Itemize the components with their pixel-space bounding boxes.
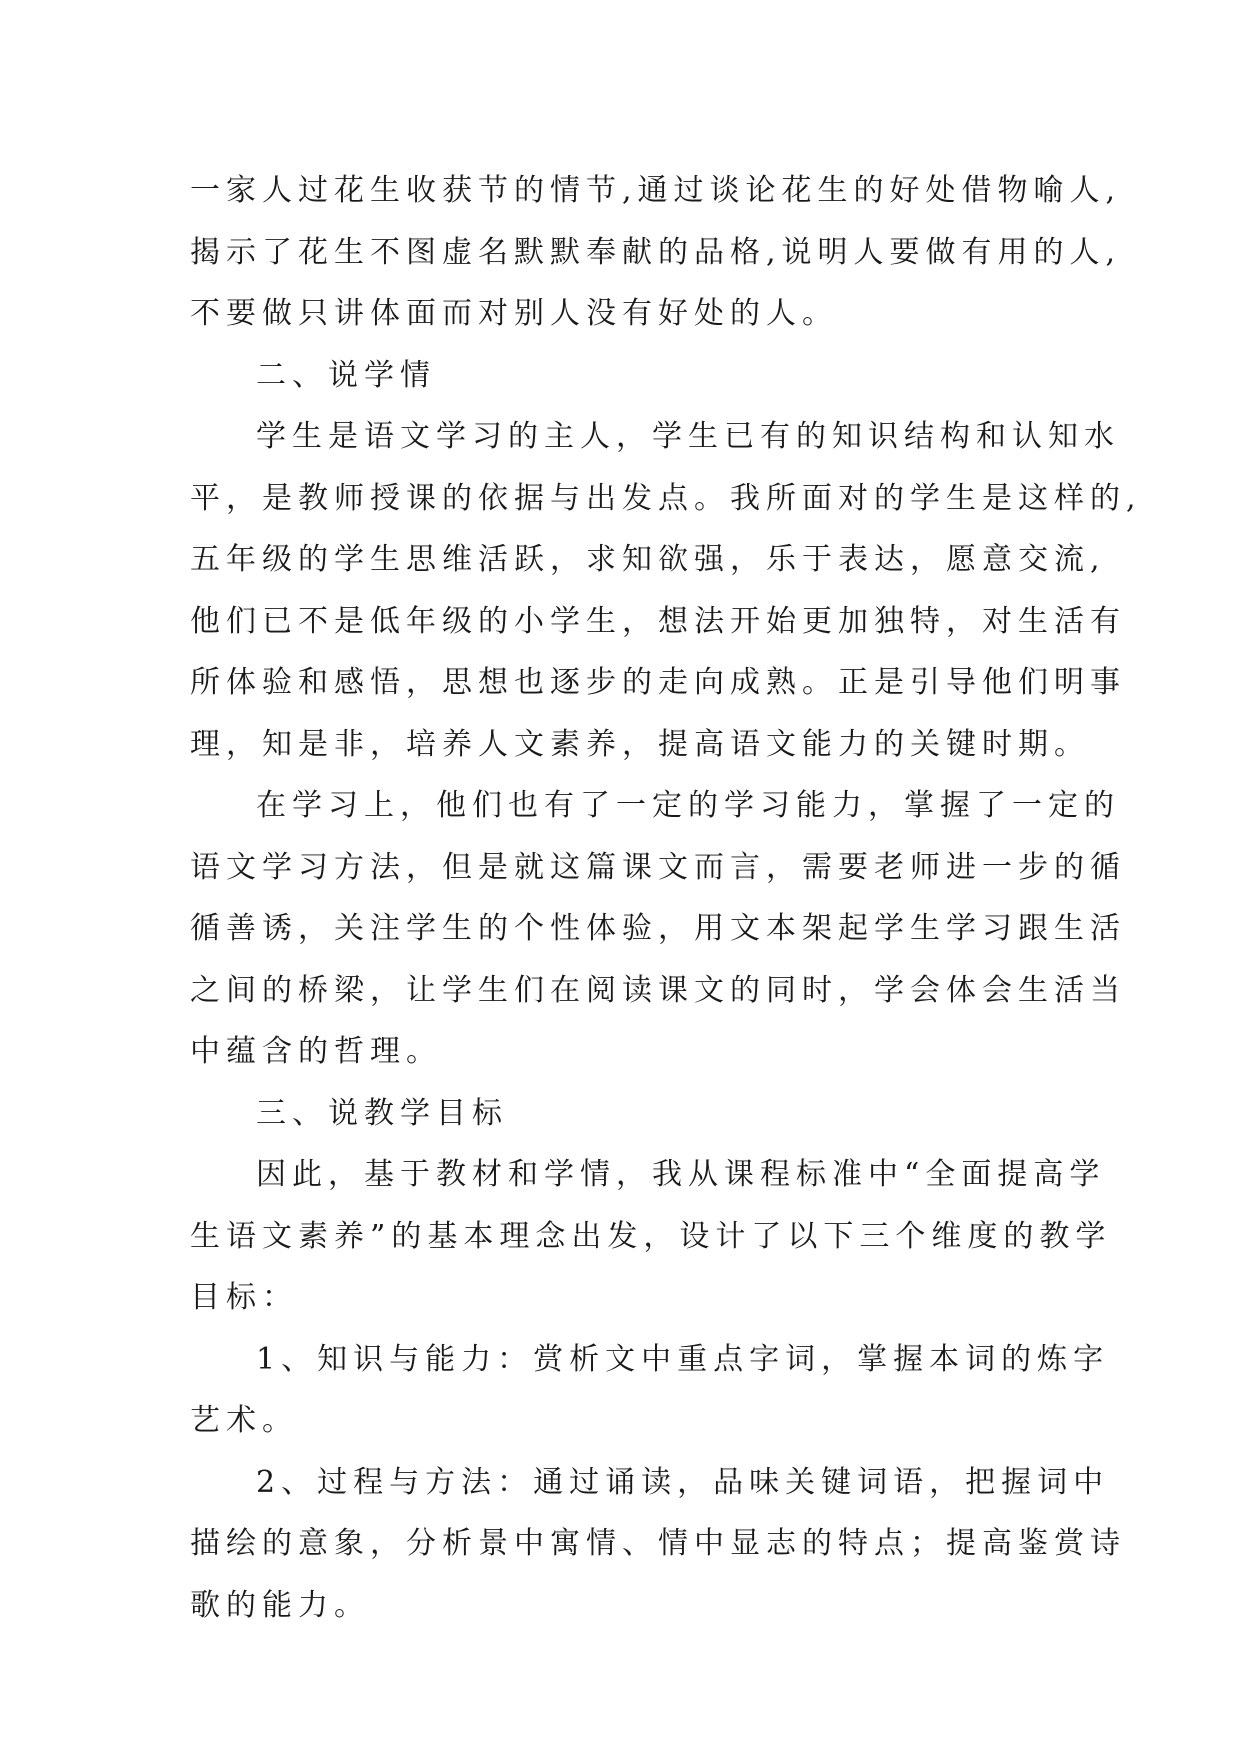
text-line: 揭示了花生不图虚名默默奉献的品格,说明人要做有用的人, <box>190 234 1122 270</box>
text-line: 学生是语文学习的主人，学生已有的知识结构和认知水 <box>256 419 1120 454</box>
text-line: 语文学习方法，但是就这篇课文而言，需要老师进一步的循 <box>190 849 1126 885</box>
text-line: 平，是教师授课的依据与出发点。我所面对的学生是这样的, <box>190 480 1142 516</box>
text-line: 二、说学情 <box>256 357 436 393</box>
text-line: 一家人过花生收获节的情节,通过谈论花生的好处借物喻人, <box>190 173 1122 208</box>
text-line: 1、知识与能力：赏析文中重点字词，掌握本词的炼字 <box>256 1341 1110 1377</box>
text-line: 他们已不是低年级的小学生，想法开始更加独特，对生活有 <box>190 603 1126 639</box>
text-line: 循善诱，关注学生的个性体验，用文本架起学生学习跟生活 <box>190 911 1126 946</box>
text-line: 在学习上，他们也有了一定的学习能力，掌握了一定的 <box>256 788 1120 823</box>
text-line: 所体验和感悟，思想也逐步的走向成熟。正是引导他们明事 <box>190 665 1126 700</box>
text-line: 不要做只讲体面而对别人没有好处的人。 <box>190 296 838 331</box>
text-line: 目标： <box>190 1280 298 1315</box>
text-line: 2、过程与方法：通过诵读，品味关键词语，把握词中 <box>256 1464 1110 1500</box>
text-line: 因此，基于教材和学情，我从课程标准中“全面提高学 <box>256 1157 1106 1192</box>
text-line: 描绘的意象，分析景中寓情、情中显志的特点；提高鉴赏诗 <box>190 1526 1126 1561</box>
text-line: 理，知是非，培养人文素养，提高语文能力的关键时期。 <box>190 726 1090 762</box>
document-body <box>190 160 1142 1636</box>
text-line: 生语文素养”的基本理念出发，设计了以下三个维度的教学 <box>190 1218 1112 1254</box>
text-line: 艺术。 <box>190 1403 298 1438</box>
text-line: 三、说教学目标 <box>256 1095 508 1131</box>
text-line: 五年级的学生思维活跃，求知欲强，乐于表达，愿意交流, <box>190 542 1106 577</box>
text-line: 之间的桥梁，让学生们在阅读课文的同时，学会体会生活当 <box>190 972 1126 1008</box>
text-line: 中蕴含的哲理。 <box>190 1034 442 1069</box>
text-line: 歌的能力。 <box>190 1587 370 1623</box>
